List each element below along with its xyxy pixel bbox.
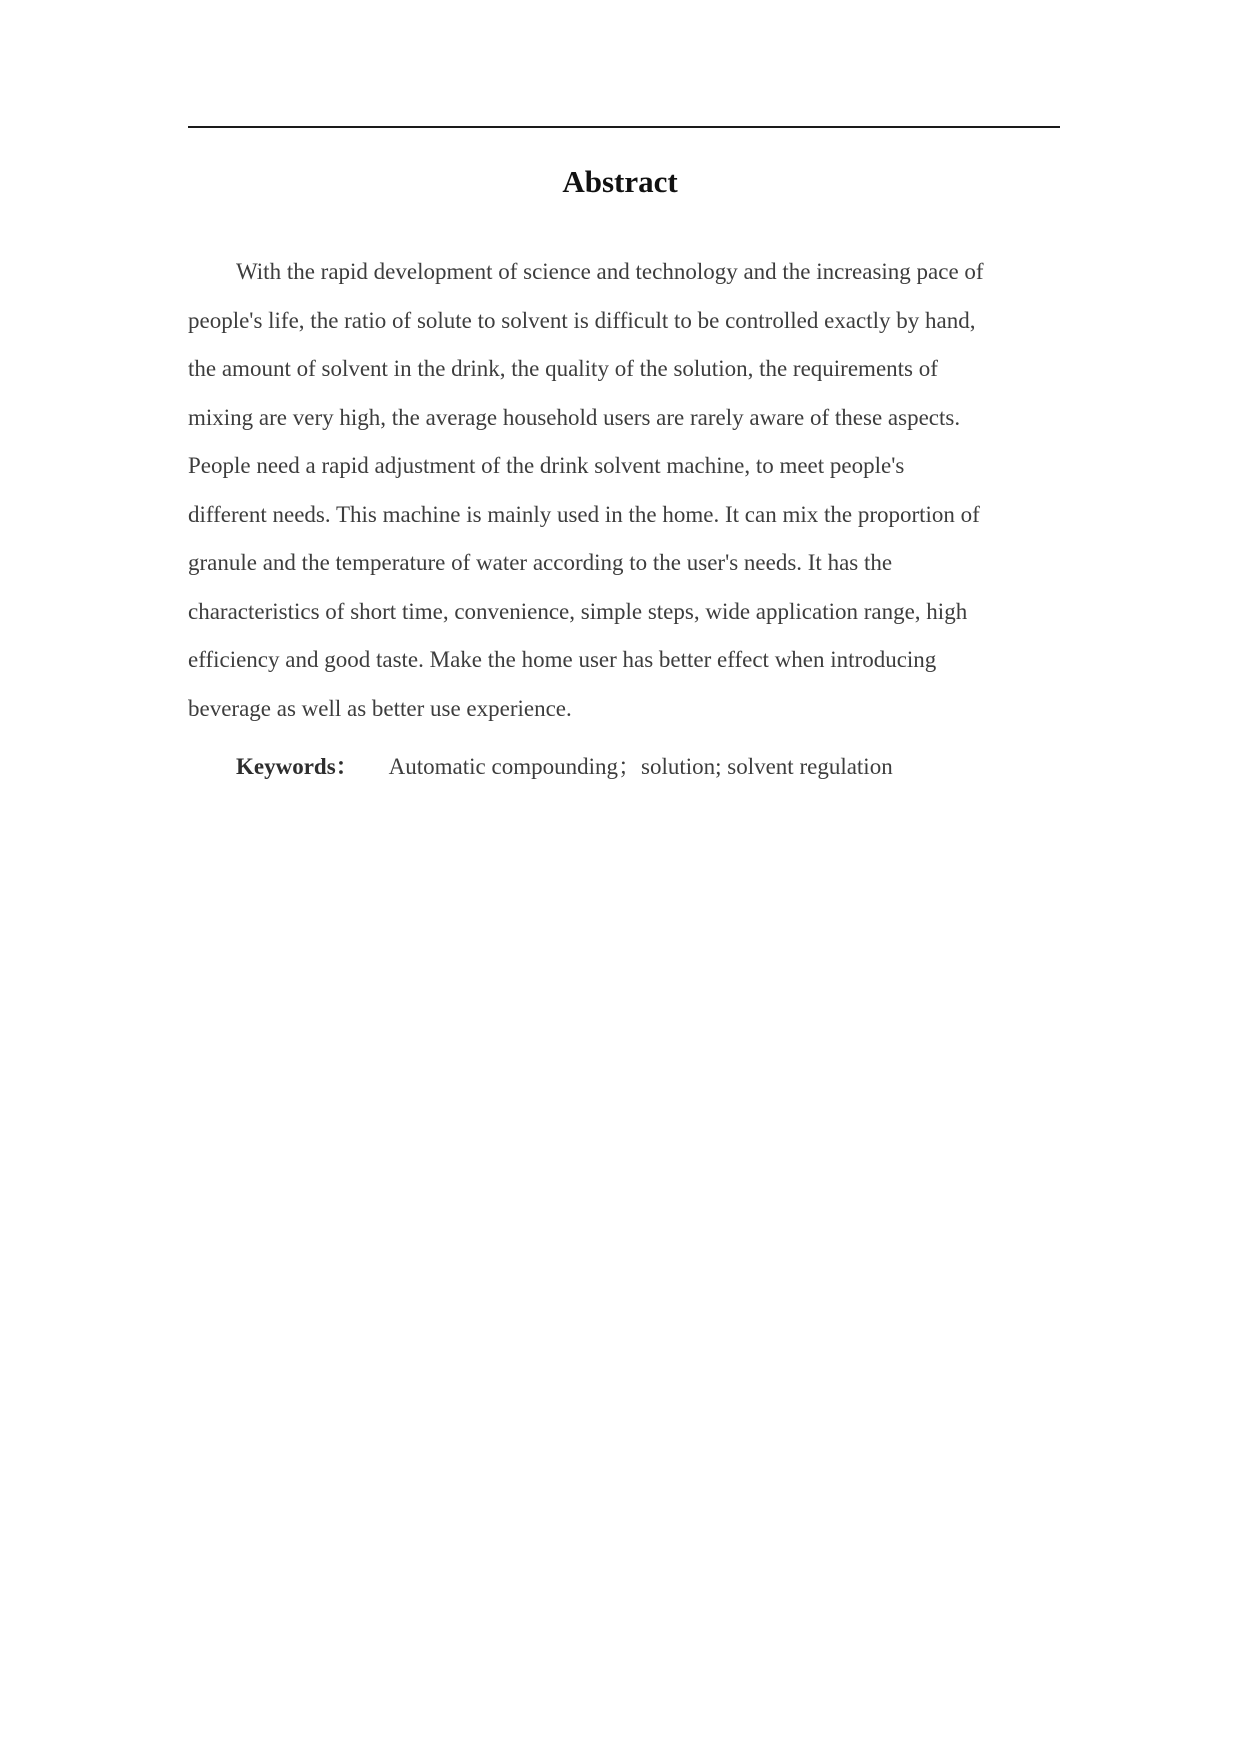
- abstract-line: characteristics of short time, convenience, simple steps, wide application range, high: [188, 598, 968, 624]
- keywords-text: Automatic compounding；solution; solvent regulation: [388, 754, 893, 779]
- abstract-line: people's life, the ratio of solute to solvent is difficult to be controlled exactly by hand,: [188, 307, 976, 333]
- abstract-body: [188, 248, 1060, 733]
- abstract-line: With the rapid development of science and technology and the increasing pace of: [236, 259, 984, 284]
- abstract-line: beverage as well as better use experience.: [188, 695, 572, 721]
- keywords-line: [236, 743, 893, 791]
- header-rule: [188, 126, 1060, 128]
- abstract-title: Abstract: [562, 164, 678, 199]
- abstract-line: granule and the temperature of water according to the user's needs. It has the: [188, 550, 893, 575]
- keywords-label: Keywords：: [236, 754, 359, 779]
- abstract-line: People need a rapid adjustment of the drink solvent machine, to meet people's: [188, 453, 905, 478]
- abstract-line: mixing are very high, the average household users are rarely aware of these aspects.: [188, 404, 961, 430]
- abstract-line: efficiency and good taste. Make the home user has better effect when introducing: [188, 647, 937, 672]
- abstract-line: the amount of solvent in the drink, the quality of the solution, the requirements of: [188, 356, 938, 381]
- abstract-line: different needs. This machine is mainly used in the home. It can mix the proportion of: [188, 501, 980, 527]
